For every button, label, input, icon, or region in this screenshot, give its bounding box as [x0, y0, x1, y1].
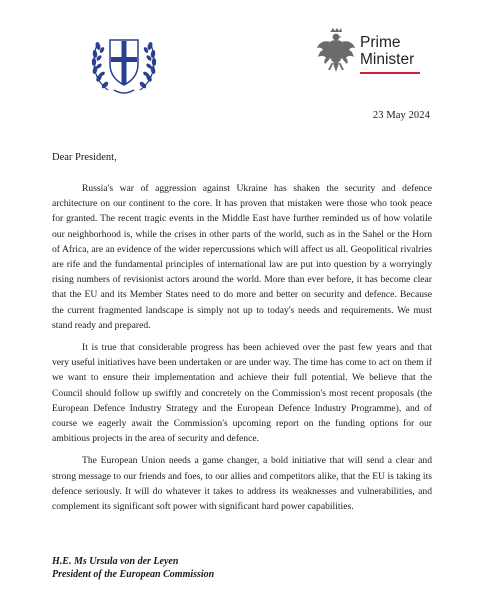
logo-red-underline: [360, 72, 420, 74]
letter-body: [52, 181, 432, 521]
logo-line-2: Minister: [360, 51, 415, 68]
paragraph-1: Russia's war of aggression against Ukraine has shaken the security and defence architecture on our continent to the core. It has proven that mistaken were those who took peace for granted. The recent tragic events in the Middle East have further reminded us of how volatile our neighborhood is, while the crises in other parts of the world, such as in the Sahel or the Horn of Africa, are an evidence of the wider repercussions which will affect us all. Geopolitical rivalries are rife and the fundamental principles of international law are put into question by a worryingly rising numbers of revisionist actors around the world. More than ever before, it has become clear that the EU and its Member States need to do more and better on security and defence. Because the current fragmented landscape is simply not up to today's needs and requirements. We must stand ready and prepared.: [52, 183, 432, 331]
greek-coat-of-arms-icon: [86, 24, 162, 100]
recipient-block: [52, 555, 214, 581]
letter-date: 23 May 2024: [372, 110, 430, 121]
prime-minister-logo: [316, 28, 426, 88]
salutation: Dear President,: [52, 152, 117, 163]
paragraph-3: The European Union needs a game changer, a bold initiative that will send a clear and strong message to our friends and foes, to our allies and competitors alike, that the EU is taking its defence seriously. It will do whatever it takes to address its weaknesses and vulnerabilities, and complement its significant soft power with significant hard power capabilities.: [52, 455, 432, 513]
recipient-title: President of the European Commission: [52, 569, 215, 580]
paragraph-2: It is true that considerable progress has been achieved over the past few years and that very useful initiatives have been undertaken or are under way. The time has come to act on them if we want to ensure their implementation and achieve their full potential. We believe that the Council should follow up swiftly and concretely on the Commission's most recent proposals (the European Defence Industry Strategy and the European Defence Industry Programme), and of course we eagerly await the Commission's upcoming report on the funding options for our ambitious projects in the area of security and defence.: [52, 342, 432, 445]
logo-line-1: Prime: [360, 34, 401, 51]
prime-minister-wordmark: [360, 34, 414, 68]
recipient-name: H.E. Ms Ursula von der Leyen: [52, 556, 179, 567]
polish-white-eagle-icon: [316, 28, 356, 80]
